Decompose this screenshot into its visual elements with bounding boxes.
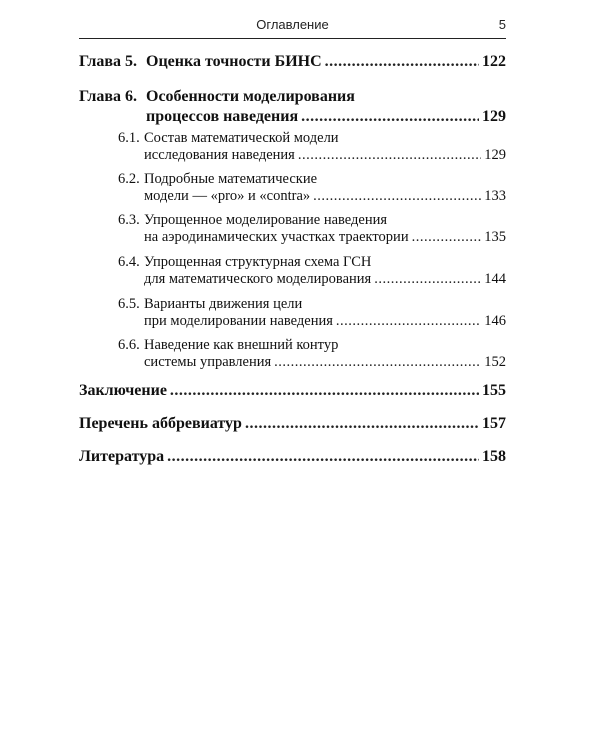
toc-entry-chapter-5[interactable] [79, 52, 506, 72]
leader-dots [170, 381, 479, 401]
section-title-line-1: Упрощенное моделирование наведения [144, 212, 388, 228]
page-ref: 152 [484, 354, 506, 370]
section-title-line-1: Подробные математические [144, 171, 318, 187]
toc-entry-6-4[interactable] [118, 254, 506, 288]
section-number: 6.4. [118, 254, 140, 270]
running-head [79, 14, 506, 39]
leader-dots [245, 414, 479, 434]
leader-dots [313, 188, 481, 205]
toc-entry-literature[interactable] [79, 447, 506, 467]
section-title-line-1: Упрощенная структурная схема ГСН [144, 254, 372, 270]
entry-title: Заключение [79, 382, 167, 399]
leader-dots [336, 313, 481, 330]
running-head-title: Оглавление [256, 17, 329, 32]
page-ref: 122 [482, 53, 506, 70]
leader-dots [298, 147, 481, 164]
leader-dots [325, 52, 479, 72]
section-title-line-2: на аэродинамических участках траектории [144, 229, 409, 245]
section-title-line-1: Варианты движения цели [144, 296, 303, 312]
entry-title: Перечень аббревиатур [79, 415, 242, 432]
toc-entry-abbreviations[interactable] [79, 414, 506, 434]
section-number: 6.1. [118, 130, 140, 146]
chapter-number: Глава 5. [79, 53, 137, 70]
section-title-line-2: модели — «pro» и «contra» [144, 188, 311, 204]
section-title-line-1: Наведение как внешний контур [144, 337, 339, 353]
chapter-number: Глава 6. [79, 88, 137, 105]
page-ref: 155 [482, 382, 506, 399]
leader-dots [274, 354, 481, 371]
toc-entry-chapter-6[interactable] [79, 87, 506, 127]
chapter-title-line-1: Особенности моделирования [146, 88, 355, 105]
leader-dots [167, 447, 479, 467]
toc-entry-6-5[interactable] [118, 296, 506, 330]
page-ref: 146 [484, 313, 506, 329]
page-ref: 157 [482, 415, 506, 432]
toc-entry-6-2[interactable] [118, 171, 506, 205]
page-number: 5 [498, 17, 506, 32]
page-ref: 144 [484, 271, 506, 287]
entry-title: Литература [79, 448, 165, 465]
page-ref: 158 [482, 448, 506, 465]
section-title-line-2: при моделировании наведения [144, 313, 333, 329]
section-title-line-1: Состав математической модели [144, 130, 339, 146]
section-number: 6.5. [118, 296, 140, 312]
page-ref: 129 [482, 108, 506, 125]
chapter-title-line-2: процессов наведения [146, 108, 299, 125]
chapter-title: Оценка точности БИНС [146, 53, 322, 70]
page-ref: 135 [484, 229, 506, 245]
leader-dots [412, 229, 482, 246]
section-number: 6.2. [118, 171, 140, 187]
toc-entry-6-3[interactable] [118, 212, 506, 246]
leader-dots [374, 271, 481, 288]
section-title-line-2: для математического моделирования [144, 271, 372, 287]
toc-entry-6-1[interactable] [118, 130, 506, 164]
page-ref: 129 [484, 147, 506, 163]
page-ref: 133 [484, 188, 506, 204]
section-number: 6.6. [118, 337, 140, 353]
section-title-line-2: исследования наведения [144, 147, 295, 163]
section-title-line-2: системы управления [144, 354, 272, 370]
toc-entry-conclusion[interactable] [79, 381, 506, 401]
section-number: 6.3. [118, 212, 140, 228]
leader-dots [301, 107, 479, 127]
toc-entry-6-6[interactable] [118, 337, 506, 371]
